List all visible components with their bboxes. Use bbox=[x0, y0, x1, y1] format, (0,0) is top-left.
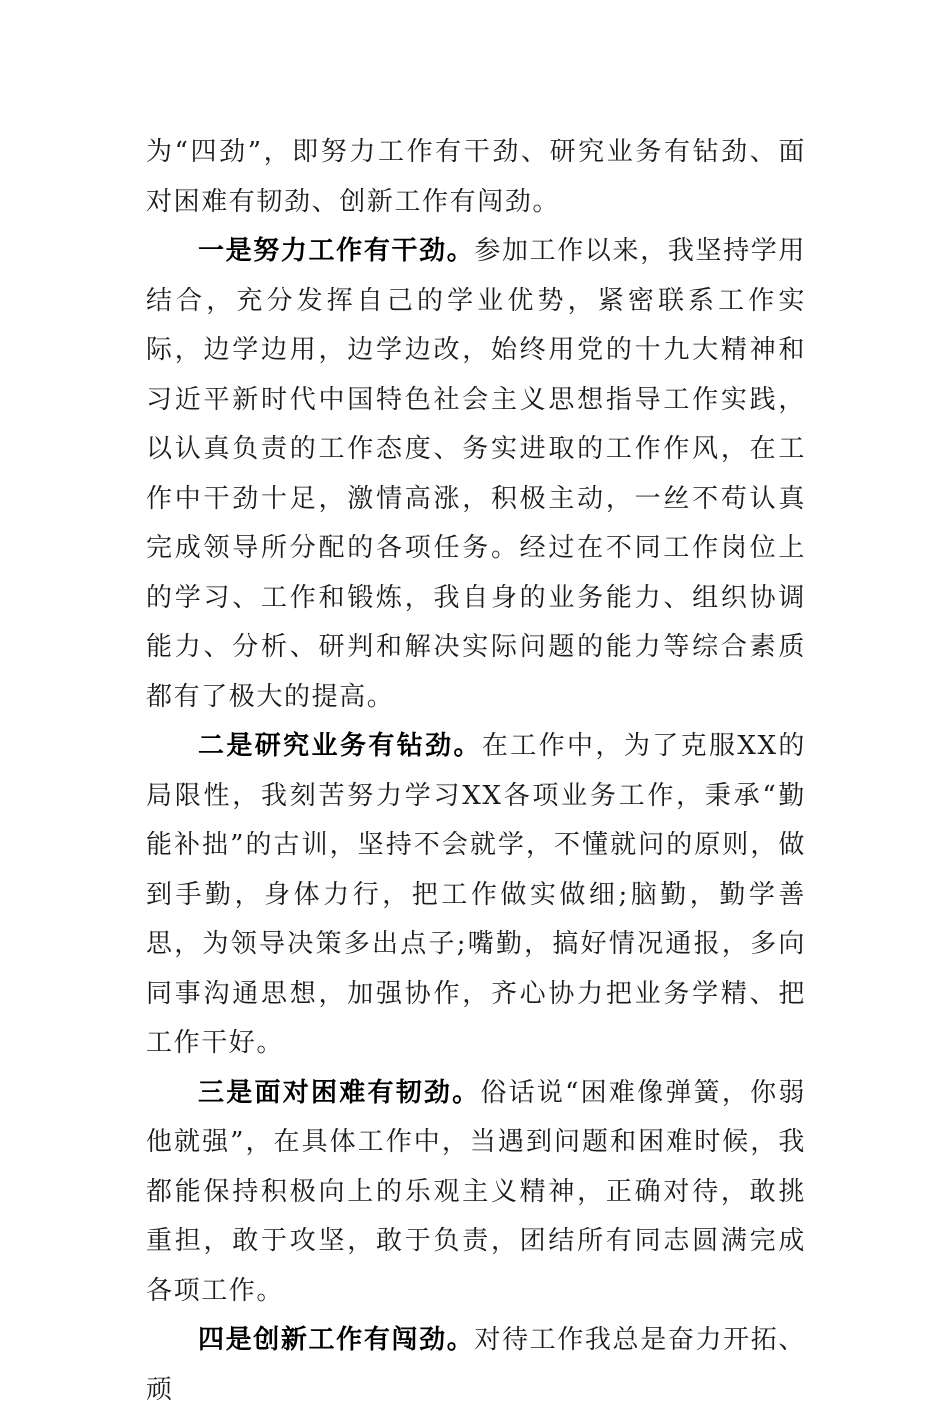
paragraph-body: 在工作中，为了克服XX的局限性，我刻苦努力学习XX各项业务工作，秉承“勤能补拙”的古训，坚持不会就学，不懂就问的原则，做到手勤，身体力行，把工作做实做细;脑勤，勤学善思，为领导决策多出点子;嘴勤，搞好情况通报，多向同事沟通思想，加强协作，齐心协力把业务学精、把工作干好。 bbox=[146, 731, 806, 1058]
paragraph-body: 对待工作我总是奋力开拓、顽 bbox=[146, 1325, 806, 1405]
paragraph-continuation bbox=[146, 128, 806, 227]
paragraph-chuangjin bbox=[146, 1316, 806, 1415]
paragraph-zuanjin bbox=[146, 722, 806, 1069]
body-text bbox=[146, 128, 806, 1415]
paragraph-body: 俗话说“困难像弹簧，你弱他就强”，在具体工作中，当遇到问题和困难时候，我都能保持积极向上的乐观主义精神，正确对待，敢挑重担，敢于攻坚，敢于负责，团结所有同志圆满完成各项工作。 bbox=[146, 1077, 806, 1306]
paragraph-body: 参加工作以来，我坚持学用结合，充分发挥自己的学业优势，紧密联系工作实际，边学边用，边学边改，始终用党的十九大精神和习近平新时代中国特色社会主义思想指导工作实践，以认真负责的工作态度、务实进取的工作作风，在工作中干劲十足，激情高涨，积极主动，一丝不苟认真完成领导所分配的各项任务。经过在不同工作岗位上的学习、工作和锻炼，我自身的业务能力、组织协调能力、分析、研判和解决实际问题的能力等综合素质都有了极大的提高。 bbox=[146, 236, 806, 712]
paragraph-lead: 四是创新工作有闯劲。 bbox=[198, 1325, 475, 1355]
paragraph-lead: 一是努力工作有干劲。 bbox=[198, 236, 475, 266]
paragraph-ganjin bbox=[146, 227, 806, 722]
paragraph-body: 为“四劲”，即努力工作有干劲、研究业务有钻劲、面对困难有韧劲、创新工作有闯劲。 bbox=[146, 137, 806, 217]
paragraph-renjin bbox=[146, 1069, 806, 1317]
paragraph-lead: 三是面对困难有韧劲。 bbox=[198, 1077, 481, 1108]
paragraph-lead: 二是研究业务有钻劲。 bbox=[198, 731, 482, 761]
